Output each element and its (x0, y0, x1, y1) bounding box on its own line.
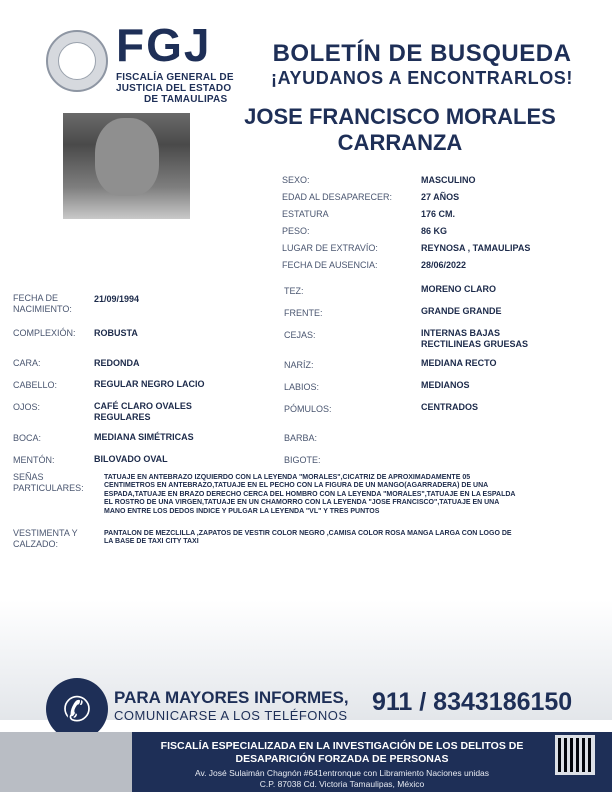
forehead-label: FRENTE: (284, 308, 323, 318)
height-value: 176 CM. (421, 209, 456, 219)
cheeks-value: CENTRADOS (421, 402, 479, 412)
fgj-sub-line-3: DE TAMAULIPAS (144, 94, 228, 105)
lips-label: LABIOS: (284, 382, 320, 392)
marks-line-1: TATUAJE EN ANTEBRAZO IZQUIERDO CON LA LEYENDA "MORALES",CICATRIZ DE APROXIMADAMENTE 05 (104, 474, 471, 481)
clothing-label (13, 528, 78, 550)
brows-label: CEJAS: (284, 330, 316, 340)
birth-label-line-2: NACIMIENTO: (13, 304, 72, 314)
mouth-value: MEDIANA SIMÉTRICAS (94, 432, 194, 442)
forehead-value: GRANDE GRANDE (421, 306, 502, 316)
age-value: 27 AÑOS (421, 192, 460, 202)
address-line-1: Av. José Sulaimán Chagnón #641entronque con Libramiento Naciones unidas (194, 768, 490, 778)
fgj-sub-line-2: JUSTICIA DEL ESTADO (116, 83, 232, 94)
marks-label-line-2: PARTICULARES: (13, 483, 84, 493)
complexion-label: COMPLEXIÓN: (13, 328, 76, 338)
person-name-line-1: JOSE FRANCISCO MORALES (244, 104, 556, 129)
clothing-text (104, 530, 574, 547)
marks-label-line-1: SEÑAS (13, 472, 44, 482)
location-value: REYNOSA , TAMAULIPAS (421, 243, 531, 253)
beard-label: BARBA: (284, 433, 318, 443)
height-label: ESTATURA (282, 209, 329, 219)
phone-icon: ✆ (62, 691, 92, 729)
mustache-label: BIGOTE: (284, 455, 321, 465)
chin-value: BILOVADO OVAL (94, 454, 168, 464)
phone-number: 911 / 8343186150 (372, 688, 573, 716)
fgj-logo: FGJ (116, 19, 212, 71)
fgj-logo-subtitle (116, 72, 234, 105)
brows-value-line-2: RECTILINEAS GRUESAS (421, 338, 529, 349)
clothing-label-line-2: CALZADO: (13, 539, 59, 549)
face-value: REDONDA (94, 358, 140, 368)
clothing-label-line-1: VESTIMENTA Y (13, 528, 78, 538)
marks-line-3: ESPADA,TATUAJE EN BRAZO DERECHO CERCA DEL HOMBRO CON LA LEYENDA "MORALES",TATUAJE EN LA ESPALDA (104, 490, 516, 498)
skin-value: MORENO CLARO (421, 284, 496, 294)
eyes-value-line-1: CAFÉ CLARO OVALES (94, 401, 192, 411)
hair-label: CABELLO: (13, 380, 58, 390)
birth-label (13, 293, 72, 315)
marks-line-4: EL ROSTRO DE UNA VIRGEN,TATUAJE EN UN CHAMORRO CON LA LEYENDA "JOSE FRANCISCO",TATUAJE EN UNA (104, 499, 500, 507)
contact-text: COMUNICARSE A LOS TELÉFONOS (114, 708, 348, 723)
person-name-line-2: CARRANZA (337, 130, 463, 155)
hair-value: REGULAR NEGRO LACIO (94, 379, 205, 389)
more-info-text: PARA MAYORES INFORMES, (114, 688, 349, 707)
birth-value: 21/09/1994 (94, 294, 140, 304)
sex-label: SEXO: (282, 175, 310, 185)
chin-label: MENTÓN: (13, 455, 55, 465)
nose-label: NARÍZ: (284, 360, 314, 370)
eyes-label: OJOS: (13, 402, 41, 412)
absence-date-value: 28/06/2022 (421, 260, 467, 270)
address-line-2: C.P. 87038 Cd. Victoria Tamaulipas, México (259, 779, 425, 789)
birth-label-line-1: FECHA DE (13, 293, 59, 303)
age-label: EDAD AL DESAPARECER: (282, 192, 393, 202)
agency-name-line-1: FISCALÍA ESPECIALIZADA EN LA INVESTIGACIÓN DE LOS DELITOS DE (160, 740, 524, 752)
bulletin-title: BOLETÍN DE BUSQUEDA (272, 40, 572, 67)
mouth-label: BOCA: (13, 433, 42, 443)
complexion-value: ROBUSTA (94, 328, 138, 338)
eyes-value (94, 401, 192, 422)
eyes-value-line-2: REGULARES (94, 411, 151, 422)
weight-label: PESO: (282, 226, 310, 236)
brows-value (421, 328, 528, 349)
clothing-line-2: LA BASE DE TAXI CITY TAXI (104, 538, 199, 546)
nose-value: MEDIANA RECTO (421, 358, 497, 368)
agency-name-line-2: DESAPARICIÓN FORZADA DE PERSONAS (235, 753, 449, 765)
state-seal-center (58, 42, 96, 80)
weight-value: 86 KG (421, 226, 448, 236)
face-label: CARA: (13, 358, 41, 368)
location-label: LUGAR DE EXTRAVÍO: (282, 243, 378, 253)
marks-label (13, 472, 84, 494)
fgj-sub-line-1: FISCALÍA GENERAL DE (116, 72, 234, 83)
bulletin-subtitle: ¡AYUDANOS A ENCONTRARLOS! (270, 68, 573, 88)
marks-text (104, 474, 574, 516)
clothing-line-1: PANTALON DE MEZCLILLA ,ZAPATOS DE VESTIR COLOR NEGRO ,CAMISA COLOR ROSA MANGA LARGA CON LOGO DE (104, 530, 512, 537)
person-photo-face (95, 118, 159, 196)
brows-value-line-1: INTERNAS BAJAS (421, 328, 501, 338)
marks-line-5: MANO ENTRE LOS DEDOS INDICE Y PULGAR LA LEYENDA "VL" Y TRES PUNTOS (104, 507, 380, 515)
cheeks-label: PÓMULOS: (284, 404, 332, 414)
person-name (200, 104, 600, 156)
qr-code-icon (555, 735, 595, 775)
sex-value: MASCULINO (421, 175, 476, 185)
marks-line-2: CENTIMETROS EN ANTEBRAZO,TATUAJE EN EL PECHO CON LA FIGURA DE UN MANGO(AGARRADERA) DE UNA (104, 482, 489, 490)
skin-label: TEZ: (284, 286, 304, 296)
absence-date-label: FECHA DE AUSENCIA: (282, 260, 378, 270)
lips-value: MEDIANOS (421, 380, 470, 390)
